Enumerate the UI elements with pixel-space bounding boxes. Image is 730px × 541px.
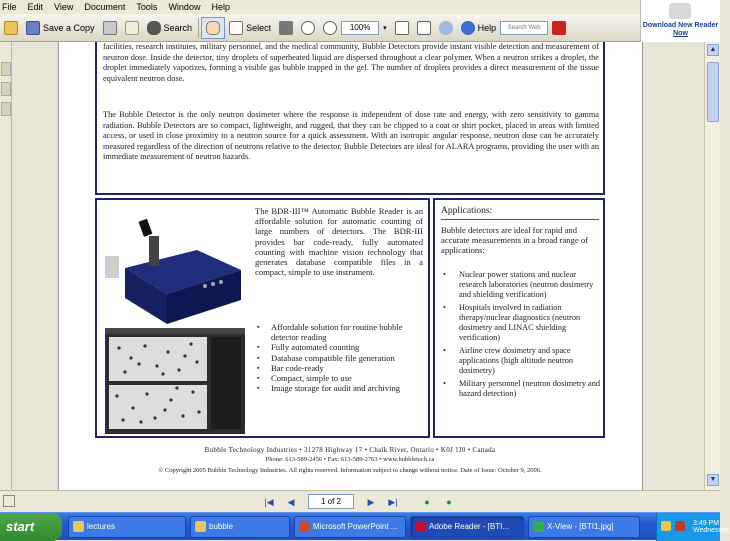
zoom-dropdown-button[interactable] bbox=[379, 17, 391, 39]
help-button[interactable] bbox=[457, 17, 501, 39]
bdr-feature-list bbox=[255, 322, 425, 393]
folder-icon bbox=[4, 21, 18, 35]
go-back-button[interactable]: ● bbox=[424, 497, 430, 507]
zoom-out-button[interactable] bbox=[297, 17, 319, 39]
save-copy-button[interactable] bbox=[22, 17, 99, 39]
toolbar bbox=[0, 14, 640, 42]
applications-list bbox=[441, 270, 603, 402]
footer-copyright: © Copyright 2005 Bubble Technology Industries. All rights reserved. Information subject to change without notice. Date of Issue: October 9, 2006. bbox=[158, 467, 542, 474]
intro-paragraph: facilities, research institutes, military personnel, and the medical community, Bubble Detectors provide instant visible detection and measurement of neutron dose. Inside the detector, tiny droplets of superheated liquid are dispersed throughout a clear polymer. When a neutron strikes a droplet, the droplet immediately vaporizes, forming a visible gas bubble trapped in the gel. The number of droplets provides a direct measurement of the tissue equivalent neutron dose. bbox=[103, 42, 599, 83]
vertical-scrollbar[interactable] bbox=[704, 42, 720, 490]
list-item: • Hospitals involved in radiation therapy/nuclear diagnostics (neutron dosimetry and LINAC shielding verification) bbox=[441, 303, 603, 343]
page-size-icon[interactable] bbox=[3, 495, 15, 507]
list-item: ▪ Database compatible file generation bbox=[255, 353, 425, 363]
task-powerpoint[interactable] bbox=[294, 516, 406, 538]
task-bubble[interactable] bbox=[190, 516, 290, 538]
help-icon bbox=[461, 21, 475, 35]
footer-contact: Phone: 613-589-2456 • Fax: 613-589-2763 • www.bubbletech.ca bbox=[265, 456, 435, 463]
network-icon[interactable] bbox=[675, 521, 685, 531]
menu-document[interactable]: Document bbox=[84, 2, 126, 12]
scroll-down-arrow-icon[interactable]: ▼ bbox=[707, 474, 719, 486]
page-navigation-bar bbox=[0, 490, 720, 512]
next-page-button[interactable]: ▶ bbox=[367, 497, 375, 507]
clock-time: 3:49 PM bbox=[693, 520, 720, 527]
applications-heading: Applications: bbox=[441, 206, 493, 216]
save-icon bbox=[26, 21, 40, 35]
applications-intro: Bubble detectors are ideal for rapid and accurate measurements in a broad range of applications: bbox=[441, 225, 588, 256]
menu-edit[interactable]: Edit bbox=[27, 2, 44, 12]
select-label: Select bbox=[246, 22, 272, 33]
search-button[interactable] bbox=[143, 17, 197, 39]
search-go-icon bbox=[552, 21, 566, 35]
email-button[interactable] bbox=[121, 17, 143, 39]
prev-page-button[interactable]: ◀ bbox=[287, 497, 295, 507]
applications-box bbox=[433, 198, 605, 438]
search-label: Search bbox=[163, 22, 193, 33]
bookmarks-tab[interactable] bbox=[1, 62, 11, 76]
folder-icon bbox=[195, 521, 206, 532]
bdr-box bbox=[95, 198, 430, 438]
applications-divider bbox=[441, 219, 599, 220]
menu-bar bbox=[0, 0, 640, 14]
help-label: Help bbox=[477, 22, 497, 33]
search-web-input[interactable]: Search Web bbox=[500, 21, 548, 35]
camera-icon bbox=[279, 21, 293, 35]
taskbar bbox=[0, 512, 730, 540]
save-copy-label: Save a Copy bbox=[43, 22, 95, 33]
menu-help[interactable]: Help bbox=[211, 2, 230, 12]
bdr-description: The BDR-III™ Automatic Bubble Reader is an affordable solution for automatic counting of large numbers of detectors. The BDR-III provides bar code-ready, fully automated counting with machine vision technology that generates database compatible files in a compact, simple to use instrument. bbox=[255, 206, 423, 278]
search-go-button[interactable] bbox=[548, 17, 570, 39]
download-reader-ad[interactable] bbox=[640, 0, 720, 42]
last-page-button[interactable]: ▶| bbox=[388, 497, 398, 507]
menu-window[interactable]: Window bbox=[168, 2, 201, 12]
zoom-in-icon bbox=[323, 21, 337, 35]
list-item: • Nuclear power stations and nuclear research laboratories (neutron dosimetry and shielding verification) bbox=[441, 270, 603, 300]
security-shield-icon[interactable] bbox=[661, 521, 671, 531]
snapshot-button[interactable] bbox=[275, 17, 297, 39]
footer-address: Bubble Technology Industries • 31278 Highway 17 • Chalk River, Ontario • K0J 1J0 • Canada bbox=[204, 446, 496, 454]
hand-icon bbox=[206, 21, 220, 35]
task-label: Microsoft PowerPoint ... bbox=[313, 522, 398, 531]
bdr-screenshot-photo bbox=[105, 328, 245, 434]
fit-width-button[interactable] bbox=[413, 17, 435, 39]
adobe-reader-icon bbox=[415, 521, 426, 532]
list-item: ▪ Compact, simple to use bbox=[255, 373, 425, 383]
first-page-button[interactable]: |◀ bbox=[264, 497, 274, 507]
document-area bbox=[0, 42, 720, 490]
list-item: ▪ Fully automated counting bbox=[255, 342, 425, 352]
task-xview[interactable] bbox=[528, 516, 640, 538]
thumbnails-tab[interactable] bbox=[1, 82, 11, 96]
rotate-icon bbox=[439, 21, 453, 35]
powerpoint-icon bbox=[299, 521, 310, 532]
chevron-down-icon: ▾ bbox=[383, 24, 387, 32]
zoom-level-field[interactable]: 100% bbox=[341, 21, 379, 35]
list-item: • Airline crew dosimetry and space applications (high altitude neutron dosimetry) bbox=[441, 346, 603, 376]
task-label: X-View - [BTI1.jpg] bbox=[547, 522, 614, 531]
adobe-logo-icon bbox=[669, 3, 691, 19]
text-cursor-icon bbox=[229, 21, 243, 35]
ad-line-1: Download New Reader bbox=[642, 22, 719, 29]
task-label: Adobe Reader - [BTI... bbox=[429, 522, 510, 531]
system-tray bbox=[656, 513, 730, 541]
toolbar-divider bbox=[198, 18, 199, 38]
zoom-out-icon bbox=[301, 21, 315, 35]
clock-day: Wednesday bbox=[693, 527, 730, 534]
printer-icon bbox=[103, 21, 117, 35]
list-item: ▪ Affordable solution for routine bubble detector reading bbox=[255, 322, 425, 342]
task-label: bubble bbox=[209, 522, 234, 531]
zoom-in-button[interactable] bbox=[319, 17, 341, 39]
pdf-page bbox=[58, 42, 643, 490]
menu-file[interactable]: File bbox=[2, 2, 17, 12]
task-label: lectures bbox=[87, 522, 116, 531]
list-item: ▪ Image storage for audit and archiving bbox=[255, 383, 425, 393]
page-number-field[interactable]: 1 of 2 bbox=[308, 494, 354, 509]
go-forward-button[interactable]: ● bbox=[446, 497, 452, 507]
binoculars-icon bbox=[147, 21, 161, 35]
clock[interactable] bbox=[693, 520, 730, 534]
menu-view[interactable]: View bbox=[54, 2, 74, 12]
start-button[interactable]: start bbox=[0, 513, 62, 541]
open-button[interactable] bbox=[0, 17, 22, 39]
hand-tool-button[interactable] bbox=[201, 17, 225, 39]
navigation-panel bbox=[0, 42, 12, 490]
fit-page-icon bbox=[395, 21, 409, 35]
detector-paragraph: The Bubble Detector is the only neutron dosimeter where the response is independent of dose rate and energy, with zero sensitivity to gamma radiation. Bubble Detectors are so compact, lightweight, and rugged, that they can be clipped to a coat or shirt pocket, placed in areas with limited access, or used in close proximity to a neutron source for a quick assessment. With an isotropic angular response, neutron dose can be accurately measured regardless of the direction of neutrons relative to the detector. Bubble Detectors are ideal for ALARA programs, providing the user with an immediate measurement of neutron hazards. bbox=[103, 110, 599, 162]
ad-line-2: Now bbox=[673, 30, 688, 37]
email-icon bbox=[125, 21, 139, 35]
fit-page-button[interactable] bbox=[391, 17, 413, 39]
scrollbar-thumb[interactable] bbox=[707, 62, 719, 122]
scroll-up-arrow-icon[interactable]: ▲ bbox=[707, 44, 719, 56]
folder-icon bbox=[73, 521, 84, 532]
attachments-tab[interactable] bbox=[1, 102, 11, 116]
list-item: ▪ Bar code-ready bbox=[255, 363, 425, 373]
fit-width-icon bbox=[417, 21, 431, 35]
rotate-button[interactable] bbox=[435, 17, 457, 39]
select-button[interactable] bbox=[225, 17, 275, 39]
list-item: • Military personnel (neutron dosimetry and hazard detection) bbox=[441, 379, 603, 399]
print-button[interactable] bbox=[99, 17, 121, 39]
menu-tools[interactable]: Tools bbox=[136, 2, 158, 12]
bdr-reader-photo bbox=[105, 206, 245, 326]
task-lectures[interactable] bbox=[68, 516, 186, 538]
task-adobe-reader[interactable] bbox=[410, 516, 524, 538]
xview-icon bbox=[533, 521, 544, 532]
